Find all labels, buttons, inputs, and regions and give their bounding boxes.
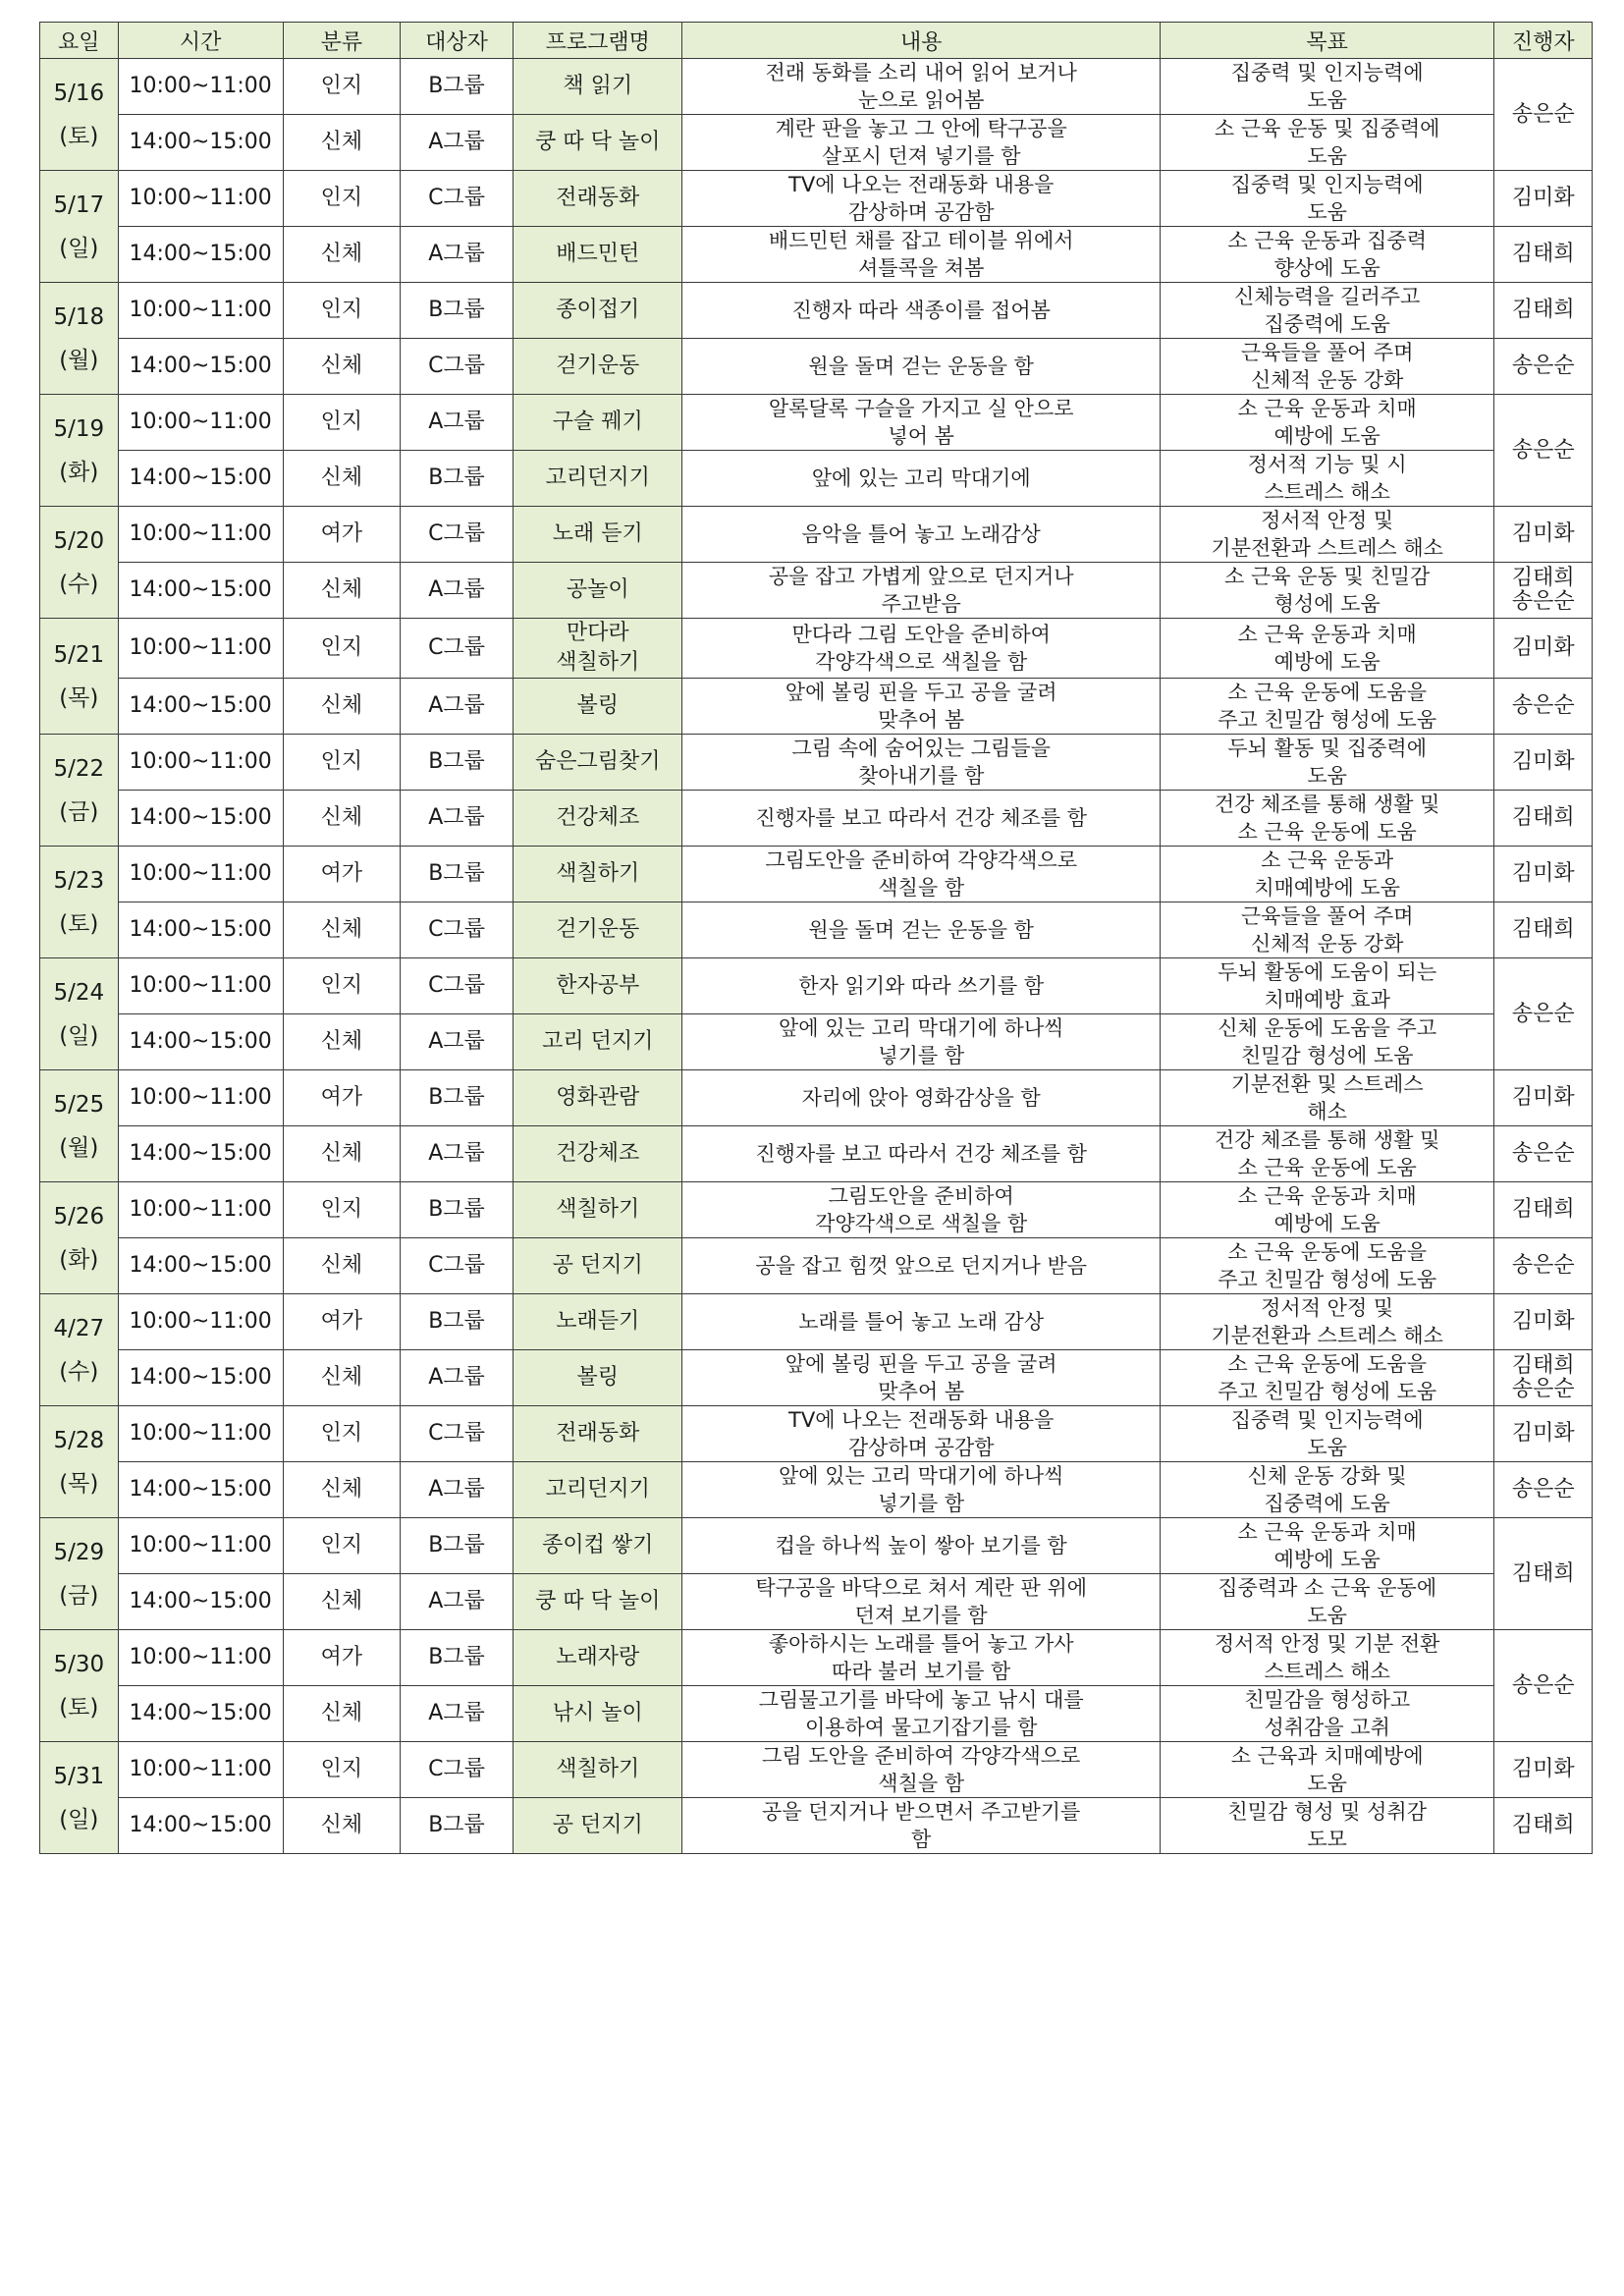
- category-cell: 신체: [283, 563, 400, 619]
- goal-cell: 소 근육 운동에 도움을 주고 친밀감 형성에 도움: [1160, 679, 1494, 735]
- staff-cell: 김태희: [1494, 1798, 1593, 1854]
- staff-cell: 김태희: [1494, 227, 1593, 283]
- day-cell: 5/25 (월): [40, 1070, 119, 1182]
- category-cell: 신체: [283, 902, 400, 958]
- goal-cell: 집중력 및 인지능력에 도움: [1160, 171, 1494, 227]
- time-cell: 10:00~11:00: [118, 1742, 283, 1798]
- time-cell: 10:00~11:00: [118, 1294, 283, 1350]
- content-cell: 노래를 틀어 놓고 노래 감상: [682, 1294, 1160, 1350]
- goal-cell: 건강 체조를 통해 생활 및 소 근육 운동에 도움: [1160, 791, 1494, 847]
- program-name-cell: 색칠하기: [514, 1742, 682, 1798]
- table-row: [40, 395, 1593, 451]
- program-name-cell: 볼링: [514, 679, 682, 735]
- content-cell: 계란 판을 놓고 그 안에 탁구공을 살포시 던져 넣기를 함: [682, 115, 1160, 171]
- target-group-cell: B그룹: [401, 735, 514, 791]
- target-group-cell: B그룹: [401, 1630, 514, 1686]
- time-cell: 14:00~15:00: [118, 1014, 283, 1070]
- target-group-cell: A그룹: [401, 1126, 514, 1182]
- table-row: [40, 1518, 1593, 1574]
- table-row: [40, 339, 1593, 395]
- day-cell: 5/29 (금): [40, 1518, 119, 1630]
- content-cell: 앞에 볼링 핀을 두고 공을 굴려 맞추어 봄: [682, 679, 1160, 735]
- time-cell: 14:00~15:00: [118, 791, 283, 847]
- category-cell: 여가: [283, 847, 400, 902]
- target-group-cell: A그룹: [401, 1686, 514, 1742]
- category-cell: 신체: [283, 1350, 400, 1406]
- content-cell: 앞에 있는 고리 막대기에 하나씩 넣기를 함: [682, 1014, 1160, 1070]
- table-row: [40, 1406, 1593, 1462]
- goal-cell: 신체 운동 강화 및 집중력에 도움: [1160, 1462, 1494, 1518]
- program-name-cell: 만다라 색칠하기: [514, 619, 682, 679]
- content-cell: 그림 속에 숨어있는 그림들을 찾아내기를 함: [682, 735, 1160, 791]
- category-cell: 여가: [283, 1070, 400, 1126]
- target-group-cell: C그룹: [401, 902, 514, 958]
- program-name-cell: 건강체조: [514, 1126, 682, 1182]
- time-cell: 10:00~11:00: [118, 958, 283, 1014]
- category-cell: 신체: [283, 451, 400, 507]
- table-row: [40, 1294, 1593, 1350]
- header-staff: 진행자: [1494, 23, 1593, 59]
- target-group-cell: B그룹: [401, 1798, 514, 1854]
- day-cell: 5/28 (목): [40, 1406, 119, 1518]
- goal-cell: 정서적 안정 및 기분전환과 스트레스 해소: [1160, 1294, 1494, 1350]
- staff-cell: 김미화: [1494, 1742, 1593, 1798]
- day-cell: 5/17 (일): [40, 171, 119, 283]
- target-group-cell: C그룹: [401, 507, 514, 563]
- staff-cell: 송은순: [1494, 339, 1593, 395]
- time-cell: 10:00~11:00: [118, 1630, 283, 1686]
- target-group-cell: B그룹: [401, 1070, 514, 1126]
- day-cell: 5/24 (일): [40, 958, 119, 1070]
- schedule-body: [40, 59, 1593, 1854]
- program-name-cell: 색칠하기: [514, 847, 682, 902]
- time-cell: 10:00~11:00: [118, 1518, 283, 1574]
- table-row: [40, 227, 1593, 283]
- table-row: [40, 507, 1593, 563]
- category-cell: 신체: [283, 1126, 400, 1182]
- target-group-cell: B그룹: [401, 1182, 514, 1238]
- day-cell: 5/21 (목): [40, 619, 119, 735]
- staff-cell: 김미화: [1494, 735, 1593, 791]
- target-group-cell: A그룹: [401, 563, 514, 619]
- time-cell: 10:00~11:00: [118, 171, 283, 227]
- category-cell: 신체: [283, 791, 400, 847]
- time-cell: 10:00~11:00: [118, 395, 283, 451]
- target-group-cell: A그룹: [401, 1350, 514, 1406]
- staff-cell: 김태희 송은순: [1494, 563, 1593, 619]
- day-cell: 5/19 (화): [40, 395, 119, 507]
- staff-cell: 김태희 송은순: [1494, 1350, 1593, 1406]
- staff-cell: 송은순: [1494, 1630, 1593, 1742]
- goal-cell: 정서적 안정 및 기분 전환 스트레스 해소: [1160, 1630, 1494, 1686]
- time-cell: 10:00~11:00: [118, 59, 283, 115]
- category-cell: 신체: [283, 679, 400, 735]
- goal-cell: 집중력과 소 근육 운동에 도움: [1160, 1574, 1494, 1630]
- content-cell: TV에 나오는 전래동화 내용을 감상하며 공감함: [682, 171, 1160, 227]
- target-group-cell: B그룹: [401, 283, 514, 339]
- time-cell: 14:00~15:00: [118, 451, 283, 507]
- program-name-cell: 색칠하기: [514, 1182, 682, 1238]
- category-cell: 여가: [283, 1294, 400, 1350]
- staff-cell: 송은순: [1494, 1462, 1593, 1518]
- goal-cell: 건강 체조를 통해 생활 및 소 근육 운동에 도움: [1160, 1126, 1494, 1182]
- content-cell: 컵을 하나씩 높이 쌓아 보기를 함: [682, 1518, 1160, 1574]
- time-cell: 14:00~15:00: [118, 1686, 283, 1742]
- content-cell: 앞에 있는 고리 막대기에 하나씩 넣기를 함: [682, 1462, 1160, 1518]
- table-row: [40, 679, 1593, 735]
- target-group-cell: C그룹: [401, 339, 514, 395]
- staff-cell: 김태희: [1494, 1518, 1593, 1630]
- time-cell: 14:00~15:00: [118, 679, 283, 735]
- content-cell: 원을 돌며 걷는 운동을 함: [682, 902, 1160, 958]
- target-group-cell: B그룹: [401, 451, 514, 507]
- table-row: [40, 1574, 1593, 1630]
- target-group-cell: B그룹: [401, 59, 514, 115]
- staff-cell: 김미화: [1494, 1406, 1593, 1462]
- staff-cell: 김태희: [1494, 283, 1593, 339]
- target-group-cell: C그룹: [401, 171, 514, 227]
- category-cell: 인지: [283, 283, 400, 339]
- target-group-cell: A그룹: [401, 1462, 514, 1518]
- category-cell: 인지: [283, 619, 400, 679]
- program-name-cell: 공 던지기: [514, 1798, 682, 1854]
- schedule-table: [39, 22, 1593, 1854]
- staff-cell: 송은순: [1494, 958, 1593, 1070]
- table-row: [40, 1014, 1593, 1070]
- table-row: [40, 451, 1593, 507]
- table-row: [40, 1238, 1593, 1294]
- category-cell: 신체: [283, 339, 400, 395]
- category-cell: 인지: [283, 735, 400, 791]
- header-target: 대상자: [401, 23, 514, 59]
- content-cell: 전래 동화를 소리 내어 읽어 보거나 눈으로 읽어봄: [682, 59, 1160, 115]
- target-group-cell: B그룹: [401, 847, 514, 902]
- staff-cell: 송은순: [1494, 59, 1593, 171]
- table-row: [40, 958, 1593, 1014]
- time-cell: 14:00~15:00: [118, 115, 283, 171]
- time-cell: 14:00~15:00: [118, 1126, 283, 1182]
- program-name-cell: 노래 듣기: [514, 507, 682, 563]
- category-cell: 인지: [283, 958, 400, 1014]
- table-row: [40, 847, 1593, 902]
- goal-cell: 친밀감을 형성하고 성취감을 고취: [1160, 1686, 1494, 1742]
- table-row: [40, 902, 1593, 958]
- category-cell: 신체: [283, 1686, 400, 1742]
- time-cell: 10:00~11:00: [118, 1070, 283, 1126]
- goal-cell: 집중력 및 인지능력에 도움: [1160, 59, 1494, 115]
- program-name-cell: 공 던지기: [514, 1238, 682, 1294]
- program-name-cell: 고리 던지기: [514, 1014, 682, 1070]
- goal-cell: 근육들을 풀어 주며 신체적 운동 강화: [1160, 339, 1494, 395]
- goal-cell: 신체능력을 길러주고 집중력에 도움: [1160, 283, 1494, 339]
- table-row: [40, 563, 1593, 619]
- header-row: [40, 23, 1593, 59]
- program-name-cell: 숨은그림찾기: [514, 735, 682, 791]
- time-cell: 14:00~15:00: [118, 563, 283, 619]
- category-cell: 신체: [283, 227, 400, 283]
- day-cell: 5/31 (일): [40, 1742, 119, 1854]
- goal-cell: 기분전환 및 스트레스 해소: [1160, 1070, 1494, 1126]
- content-cell: 앞에 있는 고리 막대기에: [682, 451, 1160, 507]
- table-row: [40, 1070, 1593, 1126]
- staff-cell: 송은순: [1494, 1238, 1593, 1294]
- program-name-cell: 책 읽기: [514, 59, 682, 115]
- staff-cell: 송은순: [1494, 679, 1593, 735]
- program-name-cell: 걷기운동: [514, 902, 682, 958]
- category-cell: 신체: [283, 1014, 400, 1070]
- target-group-cell: C그룹: [401, 1742, 514, 1798]
- category-cell: 인지: [283, 1406, 400, 1462]
- staff-cell: 송은순: [1494, 395, 1593, 507]
- content-cell: 음악을 틀어 놓고 노래감상: [682, 507, 1160, 563]
- program-name-cell: 전래동화: [514, 1406, 682, 1462]
- category-cell: 신체: [283, 115, 400, 171]
- time-cell: 10:00~11:00: [118, 1182, 283, 1238]
- target-group-cell: C그룹: [401, 1238, 514, 1294]
- time-cell: 10:00~11:00: [118, 847, 283, 902]
- day-cell: 5/30 (토): [40, 1630, 119, 1742]
- staff-cell: 김태희: [1494, 902, 1593, 958]
- target-group-cell: B그룹: [401, 1294, 514, 1350]
- category-cell: 여가: [283, 1630, 400, 1686]
- goal-cell: 소 근육 운동과 집중력 향상에 도움: [1160, 227, 1494, 283]
- time-cell: 10:00~11:00: [118, 619, 283, 679]
- category-cell: 인지: [283, 395, 400, 451]
- table-row: [40, 1182, 1593, 1238]
- category-cell: 신체: [283, 1238, 400, 1294]
- program-name-cell: 노래자랑: [514, 1630, 682, 1686]
- day-cell: 5/20 (수): [40, 507, 119, 619]
- staff-cell: 김미화: [1494, 171, 1593, 227]
- time-cell: 14:00~15:00: [118, 1798, 283, 1854]
- time-cell: 14:00~15:00: [118, 902, 283, 958]
- program-name-cell: 고리던지기: [514, 451, 682, 507]
- table-row: [40, 735, 1593, 791]
- content-cell: 원을 돌며 걷는 운동을 함: [682, 339, 1160, 395]
- header-time: 시간: [118, 23, 283, 59]
- program-name-cell: 배드민턴: [514, 227, 682, 283]
- header-program: 프로그램명: [514, 23, 682, 59]
- category-cell: 인지: [283, 1182, 400, 1238]
- time-cell: 14:00~15:00: [118, 227, 283, 283]
- target-group-cell: C그룹: [401, 958, 514, 1014]
- goal-cell: 소 근육 운동에 도움을 주고 친밀감 형성에 도움: [1160, 1238, 1494, 1294]
- goal-cell: 신체 운동에 도움을 주고 친밀감 형성에 도움: [1160, 1014, 1494, 1070]
- goal-cell: 집중력 및 인지능력에 도움: [1160, 1406, 1494, 1462]
- category-cell: 인지: [283, 171, 400, 227]
- staff-cell: 김미화: [1494, 507, 1593, 563]
- content-cell: 공을 잡고 가볍게 앞으로 던지거나 주고받음: [682, 563, 1160, 619]
- staff-cell: 김미화: [1494, 619, 1593, 679]
- goal-cell: 친밀감 형성 및 성취감 도모: [1160, 1798, 1494, 1854]
- category-cell: 인지: [283, 59, 400, 115]
- category-cell: 신체: [283, 1798, 400, 1854]
- program-name-cell: 쿵 따 닥 놀이: [514, 1574, 682, 1630]
- table-row: [40, 791, 1593, 847]
- day-cell: 5/26 (화): [40, 1182, 119, 1294]
- table-row: [40, 171, 1593, 227]
- goal-cell: 소 근육 운동과 치매 예방에 도움: [1160, 1182, 1494, 1238]
- time-cell: 14:00~15:00: [118, 1462, 283, 1518]
- header-content: 내용: [682, 23, 1160, 59]
- content-cell: 좋아하시는 노래를 틀어 놓고 가사 따라 불러 보기를 함: [682, 1630, 1160, 1686]
- program-name-cell: 영화관람: [514, 1070, 682, 1126]
- content-cell: 진행자를 보고 따라서 건강 체조를 함: [682, 791, 1160, 847]
- time-cell: 14:00~15:00: [118, 1350, 283, 1406]
- table-row: [40, 1126, 1593, 1182]
- program-name-cell: 볼링: [514, 1350, 682, 1406]
- staff-cell: 김미화: [1494, 1070, 1593, 1126]
- time-cell: 10:00~11:00: [118, 507, 283, 563]
- content-cell: 탁구공을 바닥으로 쳐서 계란 판 위에 던져 보기를 함: [682, 1574, 1160, 1630]
- program-name-cell: 쿵 따 닥 놀이: [514, 115, 682, 171]
- table-row: [40, 59, 1593, 115]
- category-cell: 여가: [283, 507, 400, 563]
- content-cell: 앞에 볼링 핀을 두고 공을 굴려 맞추어 봄: [682, 1350, 1160, 1406]
- table-row: [40, 115, 1593, 171]
- day-cell: 5/18 (월): [40, 283, 119, 395]
- table-row: [40, 1350, 1593, 1406]
- goal-cell: 소 근육 운동 및 친밀감 형성에 도움: [1160, 563, 1494, 619]
- category-cell: 신체: [283, 1462, 400, 1518]
- goal-cell: 소 근육 운동에 도움을 주고 친밀감 형성에 도움: [1160, 1350, 1494, 1406]
- content-cell: TV에 나오는 전래동화 내용을 감상하며 공감함: [682, 1406, 1160, 1462]
- content-cell: 그림도안을 준비하여 각양각색으로 색칠을 함: [682, 1182, 1160, 1238]
- table-row: [40, 1686, 1593, 1742]
- content-cell: 공을 잡고 힘껏 앞으로 던지거나 받음: [682, 1238, 1160, 1294]
- table-row: [40, 283, 1593, 339]
- time-cell: 14:00~15:00: [118, 1574, 283, 1630]
- target-group-cell: A그룹: [401, 227, 514, 283]
- table-row: [40, 1462, 1593, 1518]
- program-name-cell: 고리던지기: [514, 1462, 682, 1518]
- time-cell: 10:00~11:00: [118, 735, 283, 791]
- goal-cell: 소 근육 운동과 치매예방에 도움: [1160, 847, 1494, 902]
- table-row: [40, 1742, 1593, 1798]
- program-name-cell: 공놀이: [514, 563, 682, 619]
- category-cell: 인지: [283, 1518, 400, 1574]
- table-row: [40, 1630, 1593, 1686]
- program-name-cell: 건강체조: [514, 791, 682, 847]
- content-cell: 진행자를 보고 따라서 건강 체조를 함: [682, 1126, 1160, 1182]
- category-cell: 신체: [283, 1574, 400, 1630]
- content-cell: 공을 던지거나 받으면서 주고받기를 함: [682, 1798, 1160, 1854]
- staff-cell: 송은순: [1494, 1126, 1593, 1182]
- content-cell: 배드민턴 채를 잡고 테이블 위에서 셔틀콕을 쳐봄: [682, 227, 1160, 283]
- program-name-cell: 노래듣기: [514, 1294, 682, 1350]
- goal-cell: 소 근육 운동과 치매 예방에 도움: [1160, 619, 1494, 679]
- target-group-cell: A그룹: [401, 395, 514, 451]
- day-cell: 5/22 (금): [40, 735, 119, 847]
- program-name-cell: 걷기운동: [514, 339, 682, 395]
- target-group-cell: A그룹: [401, 1574, 514, 1630]
- content-cell: 한자 읽기와 따라 쓰기를 함: [682, 958, 1160, 1014]
- time-cell: 14:00~15:00: [118, 339, 283, 395]
- time-cell: 10:00~11:00: [118, 283, 283, 339]
- program-name-cell: 낚시 놀이: [514, 1686, 682, 1742]
- program-name-cell: 종이컵 쌓기: [514, 1518, 682, 1574]
- day-cell: 4/27 (수): [40, 1294, 119, 1406]
- staff-cell: 김미화: [1494, 847, 1593, 902]
- day-cell: 5/16 (토): [40, 59, 119, 171]
- program-name-cell: 종이접기: [514, 283, 682, 339]
- goal-cell: 정서적 안정 및 기분전환과 스트레스 해소: [1160, 507, 1494, 563]
- time-cell: 14:00~15:00: [118, 1238, 283, 1294]
- goal-cell: 두뇌 활동에 도움이 되는 치매예방 효과: [1160, 958, 1494, 1014]
- content-cell: 만다라 그림 도안을 준비하여 각양각색으로 색칠을 함: [682, 619, 1160, 679]
- target-group-cell: C그룹: [401, 1406, 514, 1462]
- program-name-cell: 한자공부: [514, 958, 682, 1014]
- goal-cell: 근육들을 풀어 주며 신체적 운동 강화: [1160, 902, 1494, 958]
- target-group-cell: A그룹: [401, 791, 514, 847]
- program-name-cell: 전래동화: [514, 171, 682, 227]
- target-group-cell: A그룹: [401, 679, 514, 735]
- staff-cell: 김태희: [1494, 791, 1593, 847]
- content-cell: 그림물고기를 바닥에 놓고 낚시 대를 이용하여 물고기잡기를 함: [682, 1686, 1160, 1742]
- content-cell: 알록달록 구슬을 가지고 실 안으로 넣어 봄: [682, 395, 1160, 451]
- target-group-cell: C그룹: [401, 619, 514, 679]
- goal-cell: 소 근육과 치매예방에 도움: [1160, 1742, 1494, 1798]
- goal-cell: 두뇌 활동 및 집중력에 도움: [1160, 735, 1494, 791]
- staff-cell: 김태희: [1494, 1182, 1593, 1238]
- program-name-cell: 구슬 꿰기: [514, 395, 682, 451]
- goal-cell: 소 근육 운동과 치매 예방에 도움: [1160, 395, 1494, 451]
- day-cell: 5/23 (토): [40, 847, 119, 958]
- content-cell: 그림도안을 준비하여 각양각색으로 색칠을 함: [682, 847, 1160, 902]
- goal-cell: 정서적 기능 및 시 스트레스 해소: [1160, 451, 1494, 507]
- target-group-cell: B그룹: [401, 1518, 514, 1574]
- content-cell: 자리에 앉아 영화감상을 함: [682, 1070, 1160, 1126]
- header-category: 분류: [283, 23, 400, 59]
- goal-cell: 소 근육 운동 및 집중력에 도움: [1160, 115, 1494, 171]
- content-cell: 그림 도안을 준비하여 각양각색으로 색칠을 함: [682, 1742, 1160, 1798]
- header-goal: 목표: [1160, 23, 1494, 59]
- header-day: 요일: [40, 23, 119, 59]
- goal-cell: 소 근육 운동과 치매 예방에 도움: [1160, 1518, 1494, 1574]
- staff-cell: 김미화: [1494, 1294, 1593, 1350]
- table-row: [40, 1798, 1593, 1854]
- target-group-cell: A그룹: [401, 1014, 514, 1070]
- category-cell: 인지: [283, 1742, 400, 1798]
- table-row: [40, 619, 1593, 679]
- time-cell: 10:00~11:00: [118, 1406, 283, 1462]
- content-cell: 진행자 따라 색종이를 접어봄: [682, 283, 1160, 339]
- target-group-cell: A그룹: [401, 115, 514, 171]
